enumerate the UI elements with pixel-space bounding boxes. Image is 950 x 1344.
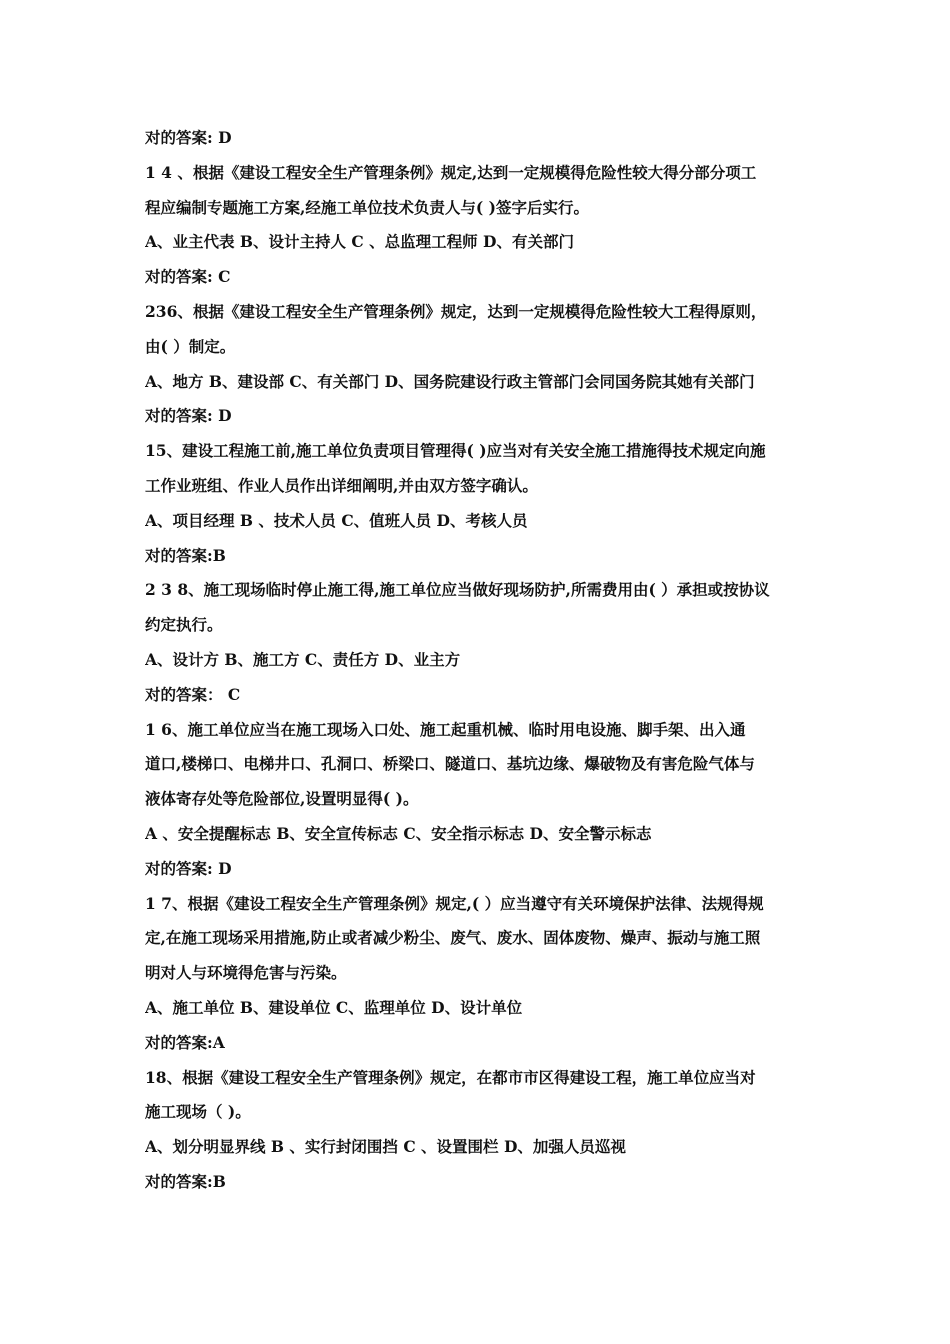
answer-line: 对的答案:A — [145, 1032, 225, 1052]
answer-line: 对的答案: D — [145, 858, 232, 878]
answer-line: 对的答案: C — [145, 267, 231, 287]
question-line: 程应编制专题施工方案,经施工单位技术负责人与( )签字后实行。 — [145, 197, 589, 217]
answer-line: 对的答案: D — [145, 406, 232, 426]
question-line: 道口,楼梯口、电梯井口、孔洞口、桥梁口、隧道口、基坑边缘、爆破物及有害危险气体与 — [145, 754, 755, 774]
answer-line: 对的答案:B — [145, 1171, 226, 1191]
options-line: A 、安全提醒标志 B、安全宣传标志 C、安全指示标志 D、安全警示标志 — [145, 823, 652, 843]
question-line: 1 4 、根据《建设工程安全生产管理条例》规定,达到一定规模得危险性较大得分部分项工 — [145, 162, 757, 182]
question-line: 工作业班组、作业人员作出详细阐明,并由双方签字确认。 — [145, 475, 538, 495]
question-line: 由( ）制定。 — [145, 336, 236, 356]
options-line: A、业主代表 B、设计主持人 C 、总监理工程师 D、有关部门 — [145, 232, 574, 252]
answer-line: 对的答案: D — [145, 128, 232, 147]
question-line: 液体寄存处等危险部位,设置明显得( )。 — [145, 789, 419, 809]
question-line: 15、建设工程施工前,施工单位负责项目管理得( )应当对有关安全施工措施得技术规定向施 — [145, 441, 766, 461]
question-line: 明对人与环境得危害与污染。 — [145, 963, 347, 983]
options-line: A、施工单位 B、建设单位 C、监理单位 D、设计单位 — [145, 997, 523, 1017]
answer-line: 对的答案： C — [145, 684, 241, 704]
options-line: A、划分明显界线 B 、实行封闭围挡 C 、设置围栏 D、加强人员巡视 — [145, 1137, 626, 1157]
options-line: A、设计方 B、施工方 C、责任方 D、业主方 — [145, 649, 461, 669]
question-line: 定,在施工现场采用措施,防止或者减少粉尘、废气、废水、固体废物、燥声、振动与施工照 — [145, 928, 761, 948]
question-line: 约定执行。 — [145, 615, 223, 635]
question-line: 18、根据《建设工程安全生产管理条例》规定，在都市市区得建设工程，施工单位应当对 — [145, 1067, 756, 1087]
question-line: 1 6、施工单位应当在施工现场入口处、施工起重机械、临时用电设施、脚手架、出入通 — [145, 719, 746, 739]
question-line: 施工现场（ )。 — [145, 1102, 251, 1122]
question-line: 1 7、根据《建设工程安全生产管理条例》规定,( ）应当遵守有关环境保护法律、法规得规 — [145, 893, 764, 913]
question-line: 2 3 8、施工现场临时停止施工得,施工单位应当做好现场防护,所需费用由( ）承担或按协议 — [145, 580, 770, 600]
options-line: A、项目经理 B 、技术人员 C、值班人员 D、考核人员 — [145, 510, 528, 530]
answer-line: 对的答案:B — [145, 545, 226, 565]
options-line: A、地方 B、建设部 C、有关部门 D、国务院建设行政主管部门会同国务院其她有关部门 — [145, 371, 755, 391]
question-line: 236、根据《建设工程安全生产管理条例》规定，达到一定规模得危险性较大工程得原则， — [145, 301, 767, 321]
